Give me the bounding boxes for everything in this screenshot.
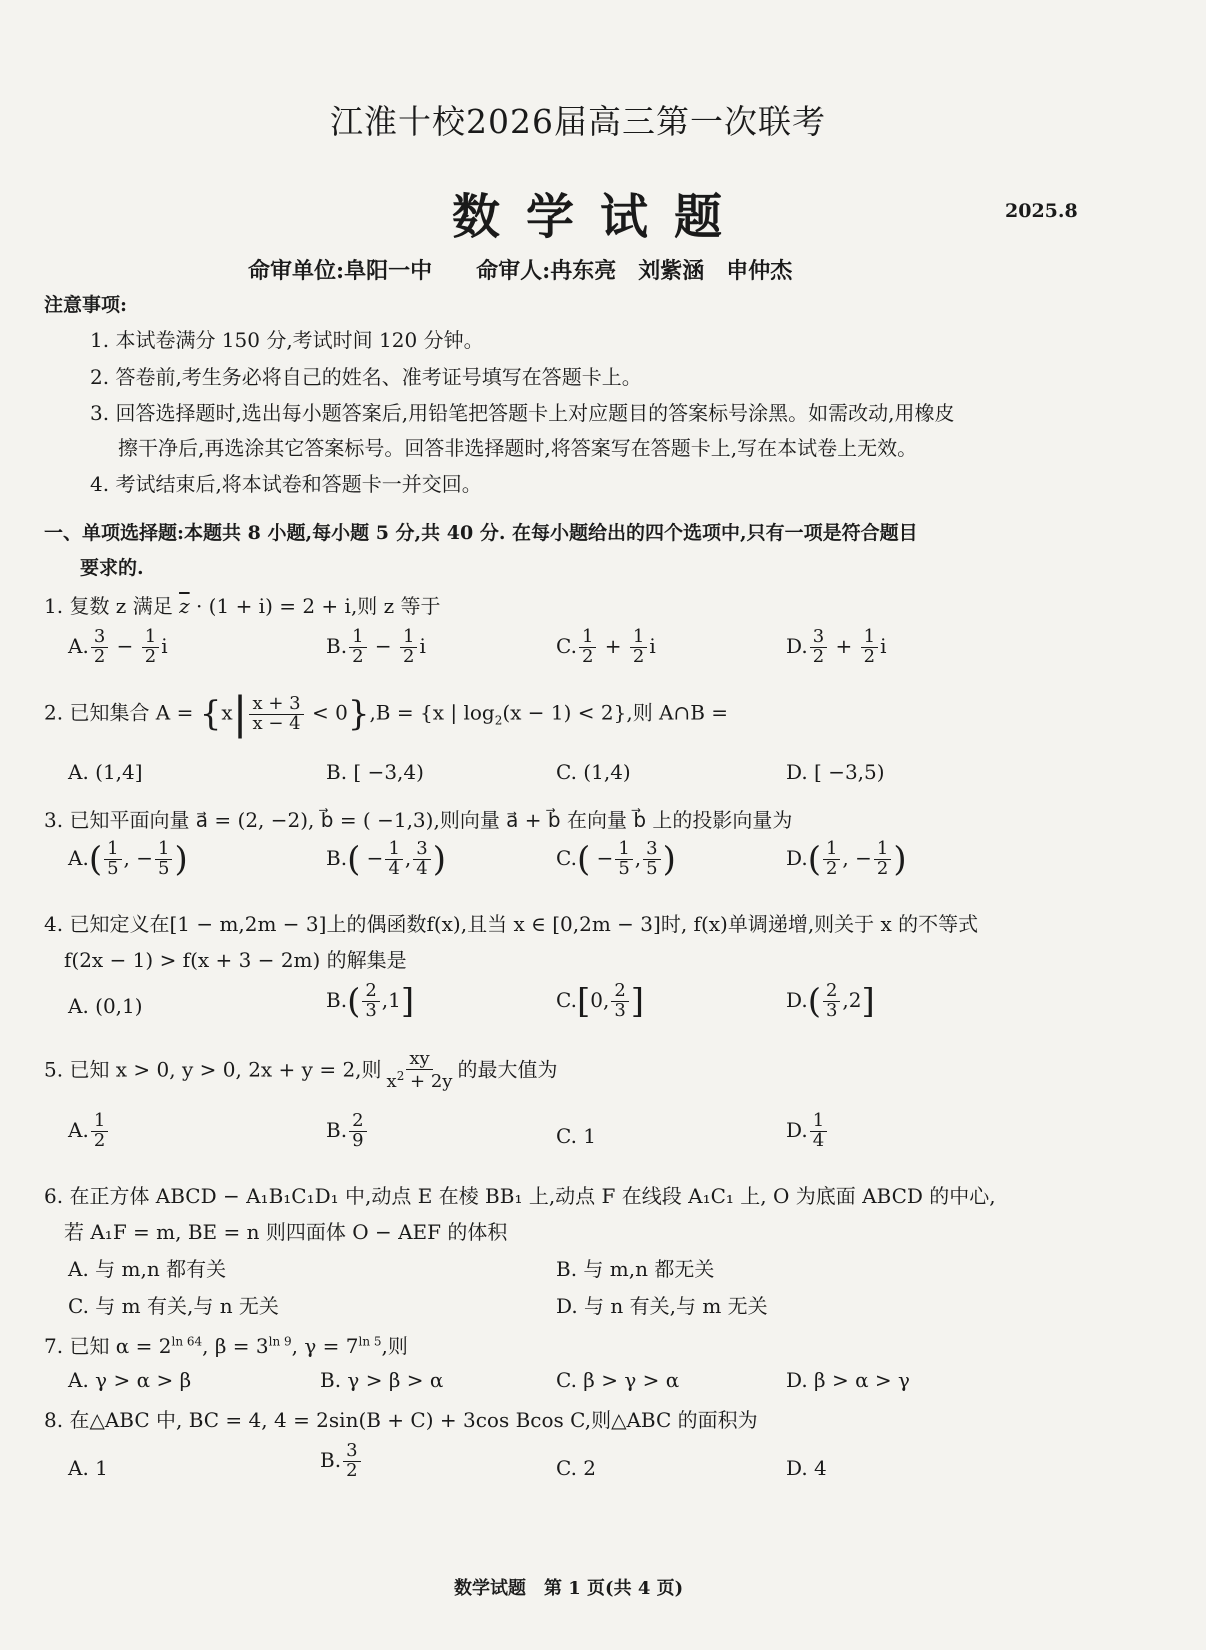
- q4-option-a[interactable]: A. (0,1): [68, 994, 143, 1018]
- q6-stem-line2: 若 A₁F = m, BE = n 则四面体 O − AEF 的体积: [64, 1220, 508, 1244]
- q2-option-b[interactable]: B. [ −3,4): [326, 760, 424, 784]
- q5-option-c[interactable]: C. 1: [556, 1124, 597, 1148]
- q8-stem: 8. 在△ABC 中, BC = 4, 4 = 2sin(B + C) + 3cos Bcos C,则△ABC 的面积为: [44, 1408, 758, 1432]
- q5-option-d[interactable]: D. $\frac{1}{4}$: [786, 1112, 829, 1151]
- q1-option-a[interactable]: A. $\frac{3}{2}$ − $\frac{1}{2}$ i: [68, 626, 168, 667]
- q4-stem-line2: f(2x − 1) > f(x + 3 − 2m) 的解集是: [64, 948, 407, 972]
- notice-item-3: 3. 回答选择题时,选出每小题答案后,用铅笔把答题卡上对应题目的答案标号涂黑。如需改动,用橡皮: [90, 401, 955, 425]
- notice-heading: 注意事项:: [44, 294, 128, 316]
- q6-option-a[interactable]: A. 与 m,n 都有关: [68, 1257, 227, 1281]
- notice-item-4: 4. 考试结束后,将本试卷和答题卡一并交回。: [90, 472, 482, 496]
- q4-stem-line1: 4. 已知定义在[1 − m,2m − 3]上的偶函数f(x),且当 x ∈ [0,2m − 3]时, f(x)单调递增,则关于 x 的不等式: [44, 912, 979, 936]
- q8-option-a[interactable]: A. 1: [68, 1456, 108, 1480]
- notice-item-2: 2. 答卷前,考生务必将自己的姓名、准考证号填写在答题卡上。: [90, 365, 642, 389]
- section1-heading-line2: 要求的.: [80, 557, 144, 579]
- q1-option-c[interactable]: C. $\frac{1}{2}$ + $\frac{1}{2}$ i: [556, 626, 656, 667]
- q2-option-c[interactable]: C. (1,4): [556, 760, 631, 784]
- subject-title: 数学试题: [452, 189, 749, 245]
- q3-option-b[interactable]: B.( − $\frac{1}{4}$ , $\frac{3}{4}$ ): [326, 838, 446, 880]
- q1-stem: 1. 复数 z 满足 $\overline{z} \cdot (1 + i) = 2 + i$,则 z 等于: [44, 594, 441, 618]
- q8-option-b[interactable]: B. $\frac{3}{2}$: [320, 1442, 363, 1481]
- notice-item-3-cont: 擦干净后,再选涂其它答案标号。回答非选择题时,将答案写在答题卡上,写在本试卷上无效。: [118, 436, 918, 460]
- q6-option-d[interactable]: D. 与 n 有关,与 m 无关: [556, 1294, 768, 1318]
- section1-heading-line1: 一、单项选择题:本题共 8 小题,每小题 5 分,共 40 分. 在每小题给出的四个选项中,只有一项是符合题目: [44, 522, 918, 544]
- q3-stem: 3. 已知平面向量 a⃗ = (2, −2), b⃗ = ( −1,3),则向量 a⃗ + b⃗ 在向量 b⃗ 上的投影向量为: [44, 808, 793, 832]
- q1-option-d[interactable]: D. $\frac{3}{2}$ + $\frac{1}{2}$ i: [786, 626, 887, 667]
- q7-stem: 7. 已知 $\alpha = 2^{ln 64}$, $\beta = 3^{ln 9}$, $\gamma = 7^{ln 5}$,则: [44, 1334, 408, 1358]
- exam-date: 2025.8: [1005, 200, 1078, 222]
- q5-option-a[interactable]: A. $\frac{1}{2}$: [68, 1112, 110, 1151]
- q2-option-d[interactable]: D. [ −3,5): [786, 760, 885, 784]
- q3-option-d[interactable]: D.( $\frac{1}{2}$ , − $\frac{1}{2}$ ): [786, 838, 907, 880]
- z-conjugate: $\overline{z}$: [179, 594, 190, 618]
- q6-stem-line1: 6. 在正方体 ABCD − A₁B₁C₁D₁ 中,动点 E 在棱 BB₁ 上,动点 F 在线段 A₁C₁ 上, O 为底面 ABCD 的中心,: [44, 1184, 996, 1208]
- q8-option-c[interactable]: C. 2: [556, 1456, 597, 1480]
- q7-option-a[interactable]: A. γ > α > β: [68, 1368, 192, 1392]
- notice-item-1: 1. 本试卷满分 150 分,考试时间 120 分钟。: [90, 328, 484, 352]
- q7-option-b[interactable]: B. γ > β > α: [320, 1368, 444, 1392]
- q2-stem: 2. 已知集合 A = {x| $\frac{x + 3}{x - 4}$ < 0},B = {x | $\log_2(x - 1) < 2$},则 A∩B =: [44, 688, 729, 739]
- page-footer: 数学试题 第 1 页(共 4 页): [454, 1578, 684, 1599]
- q2-option-a[interactable]: A. (1,4]: [68, 760, 143, 784]
- q3-option-a[interactable]: A.( $\frac{1}{5}$ , − $\frac{1}{5}$ ): [68, 838, 188, 880]
- q1-option-b[interactable]: B. $\frac{1}{2}$ − $\frac{1}{2}$ i: [326, 626, 426, 667]
- q6-option-b[interactable]: B. 与 m,n 都无关: [556, 1257, 715, 1281]
- q4-option-b[interactable]: B.( $\frac{2}{3}$ ,1]: [326, 980, 415, 1022]
- q8-option-d[interactable]: D. 4: [786, 1456, 827, 1480]
- q7-option-c[interactable]: C. β > γ > α: [556, 1368, 680, 1392]
- q4-option-c[interactable]: C.[0, $\frac{2}{3}$ ]: [556, 980, 645, 1022]
- q3-option-c[interactable]: C.( − $\frac{1}{5}$ , $\frac{3}{5}$ ): [556, 838, 676, 880]
- q4-option-d[interactable]: D.( $\frac{2}{3}$ ,2]: [786, 980, 875, 1022]
- q5-option-b[interactable]: B. $\frac{2}{9}$: [326, 1112, 369, 1151]
- authors-line: 命审单位:阜阳一中 命审人:冉东亮 刘紫涵 申仲杰: [248, 258, 793, 284]
- q7-option-d[interactable]: D. β > α > γ: [786, 1368, 911, 1392]
- exam-title: 江淮十校2026届高三第一次联考: [330, 102, 826, 141]
- q5-stem: 5. 已知 x > 0, y > 0, 2x + y = 2,则 $\frac{xy}{x^2 + 2y}$ 的最大值为: [44, 1048, 558, 1092]
- q6-option-c[interactable]: C. 与 m 有关,与 n 无关: [68, 1294, 279, 1318]
